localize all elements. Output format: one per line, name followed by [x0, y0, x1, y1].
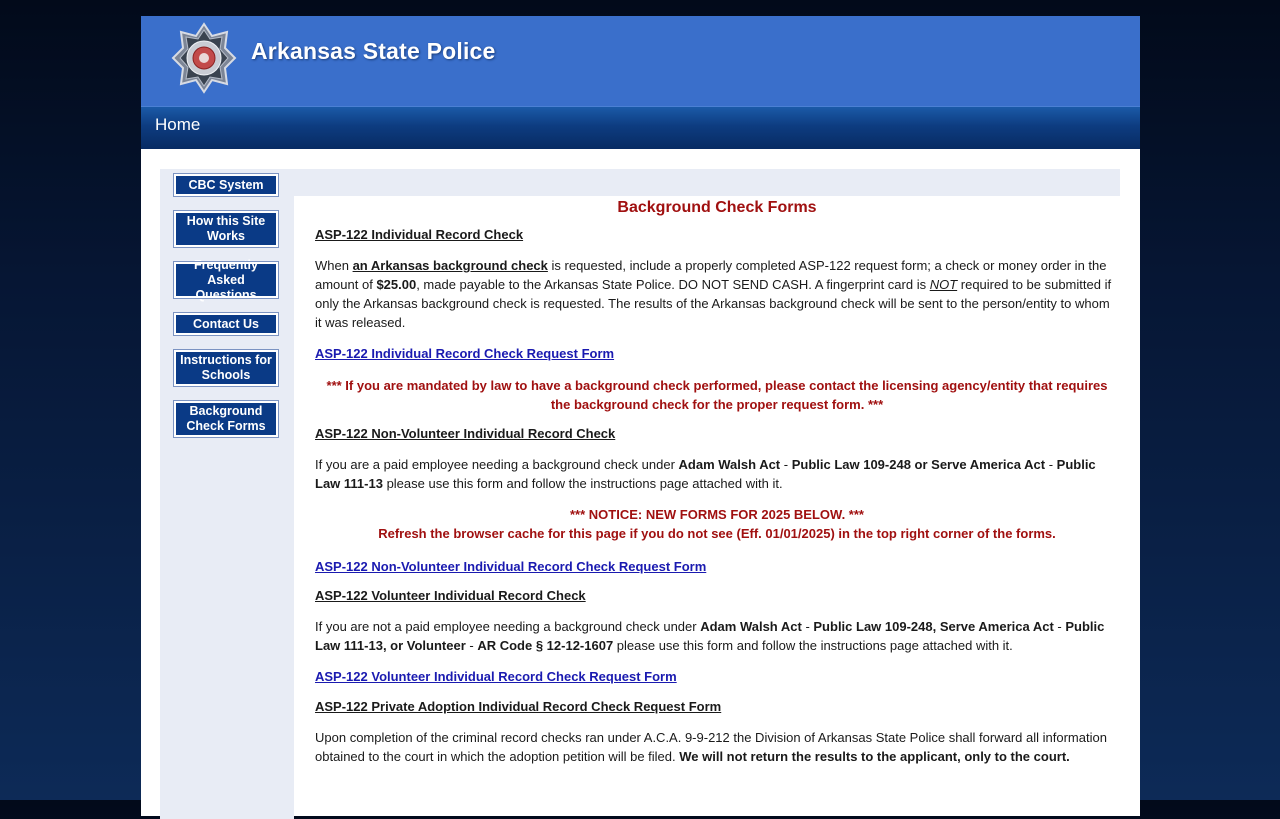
sidebar-item-background-check-forms[interactable] — [174, 401, 278, 437]
sidebar-item-label: Contact Us — [193, 316, 259, 331]
content-top-strip — [294, 169, 1120, 196]
site-banner — [141, 16, 1140, 106]
sidebar-item-label: CBC System — [188, 177, 264, 192]
section-title-volunteer-record-check: ASP-122 Volunteer Individual Record Check — [315, 588, 586, 603]
top-nav-bar — [141, 106, 1140, 149]
individual-record-check-description: When an Arkansas background check is requested, include a properly completed ASP-122 request form; a check or money order in the amount of $25.00, made payable to the Arkansas State Police. DO NOT SEND CASH. A fingerprint card is NOT required to be submitted if only the Arkansas background check is requested. The results of the Arkansas background check will be sent to the person/entity to whom it was released. — [315, 258, 1112, 330]
sidebar-item-faq[interactable] — [174, 257, 278, 302]
non-volunteer-description: If you are a paid employee needing a background check under Adam Walsh Act - Public Law 109-248 or Serve America Act - Public Law 111-13 please use this form and follow the instructions page attached with it. — [315, 457, 1096, 491]
sidebar-item-label: Frequently Asked Questions — [194, 257, 258, 302]
sidebar-item-cbc-system[interactable] — [174, 174, 278, 196]
page-container — [141, 16, 1140, 816]
individual-record-check-form-link[interactable]: ASP-122 Individual Record Check Request Form — [315, 346, 615, 361]
main-content — [315, 198, 1119, 778]
section-title-private-adoption-record-check: ASP-122 Private Adoption Individual Record Check Request Form — [315, 699, 722, 714]
nav-home-link[interactable]: Home — [155, 115, 201, 134]
sidebar-item-label: Background Check Forms — [186, 404, 266, 433]
volunteer-form-link[interactable]: ASP-122 Volunteer Individual Record Check Request Form — [315, 669, 677, 684]
non-volunteer-form-link[interactable]: ASP-122 Non-Volunteer Individual Record Check Request Form — [315, 559, 707, 574]
section-title-individual-record-check: ASP-122 Individual Record Check — [315, 227, 524, 242]
new-forms-notice: *** NOTICE: NEW FORMS FOR 2025 BELOW. *** Refresh the browser cache for this page if you do not see (Eff. 01/01/2025) in the top right corner of the forms. — [378, 507, 1056, 541]
sidebar-item-instructions-for-schools[interactable] — [174, 350, 278, 386]
section-title-non-volunteer-record-check: ASP-122 Non-Volunteer Individual Record Check — [315, 426, 616, 441]
site-title: Arkansas State Police — [251, 38, 496, 64]
state-police-badge-icon — [171, 22, 237, 94]
mandated-check-alert: *** If you are mandated by law to have a background check performed, please contact the licensing agency/entity that requires the background check for the proper request form. *** — [326, 378, 1108, 412]
page-title: Background Check Forms — [617, 199, 817, 216]
sidebar-item-how-this-site-works[interactable] — [174, 211, 278, 247]
volunteer-description: If you are not a paid employee needing a background check under Adam Walsh Act - Public Law 109-248, Serve America Act - Public Law 111-13, or Volunteer - AR Code § 12-12-1607 please use this form and follow the instructions page attached with it. — [315, 619, 1105, 653]
sidebar-item-label: How this Site Works — [186, 214, 266, 243]
sidebar-item-contact-us[interactable] — [174, 313, 278, 335]
private-adoption-description: Upon completion of the criminal record checks ran under A.C.A. 9-9-212 the Division of Arkansas State Police shall forward all information obtained to the court in which the adoption petition will be filed. We will not return the results to the applicant, only to the court. — [315, 730, 1107, 764]
sidebar-item-label: Instructions for Schools — [180, 353, 272, 382]
